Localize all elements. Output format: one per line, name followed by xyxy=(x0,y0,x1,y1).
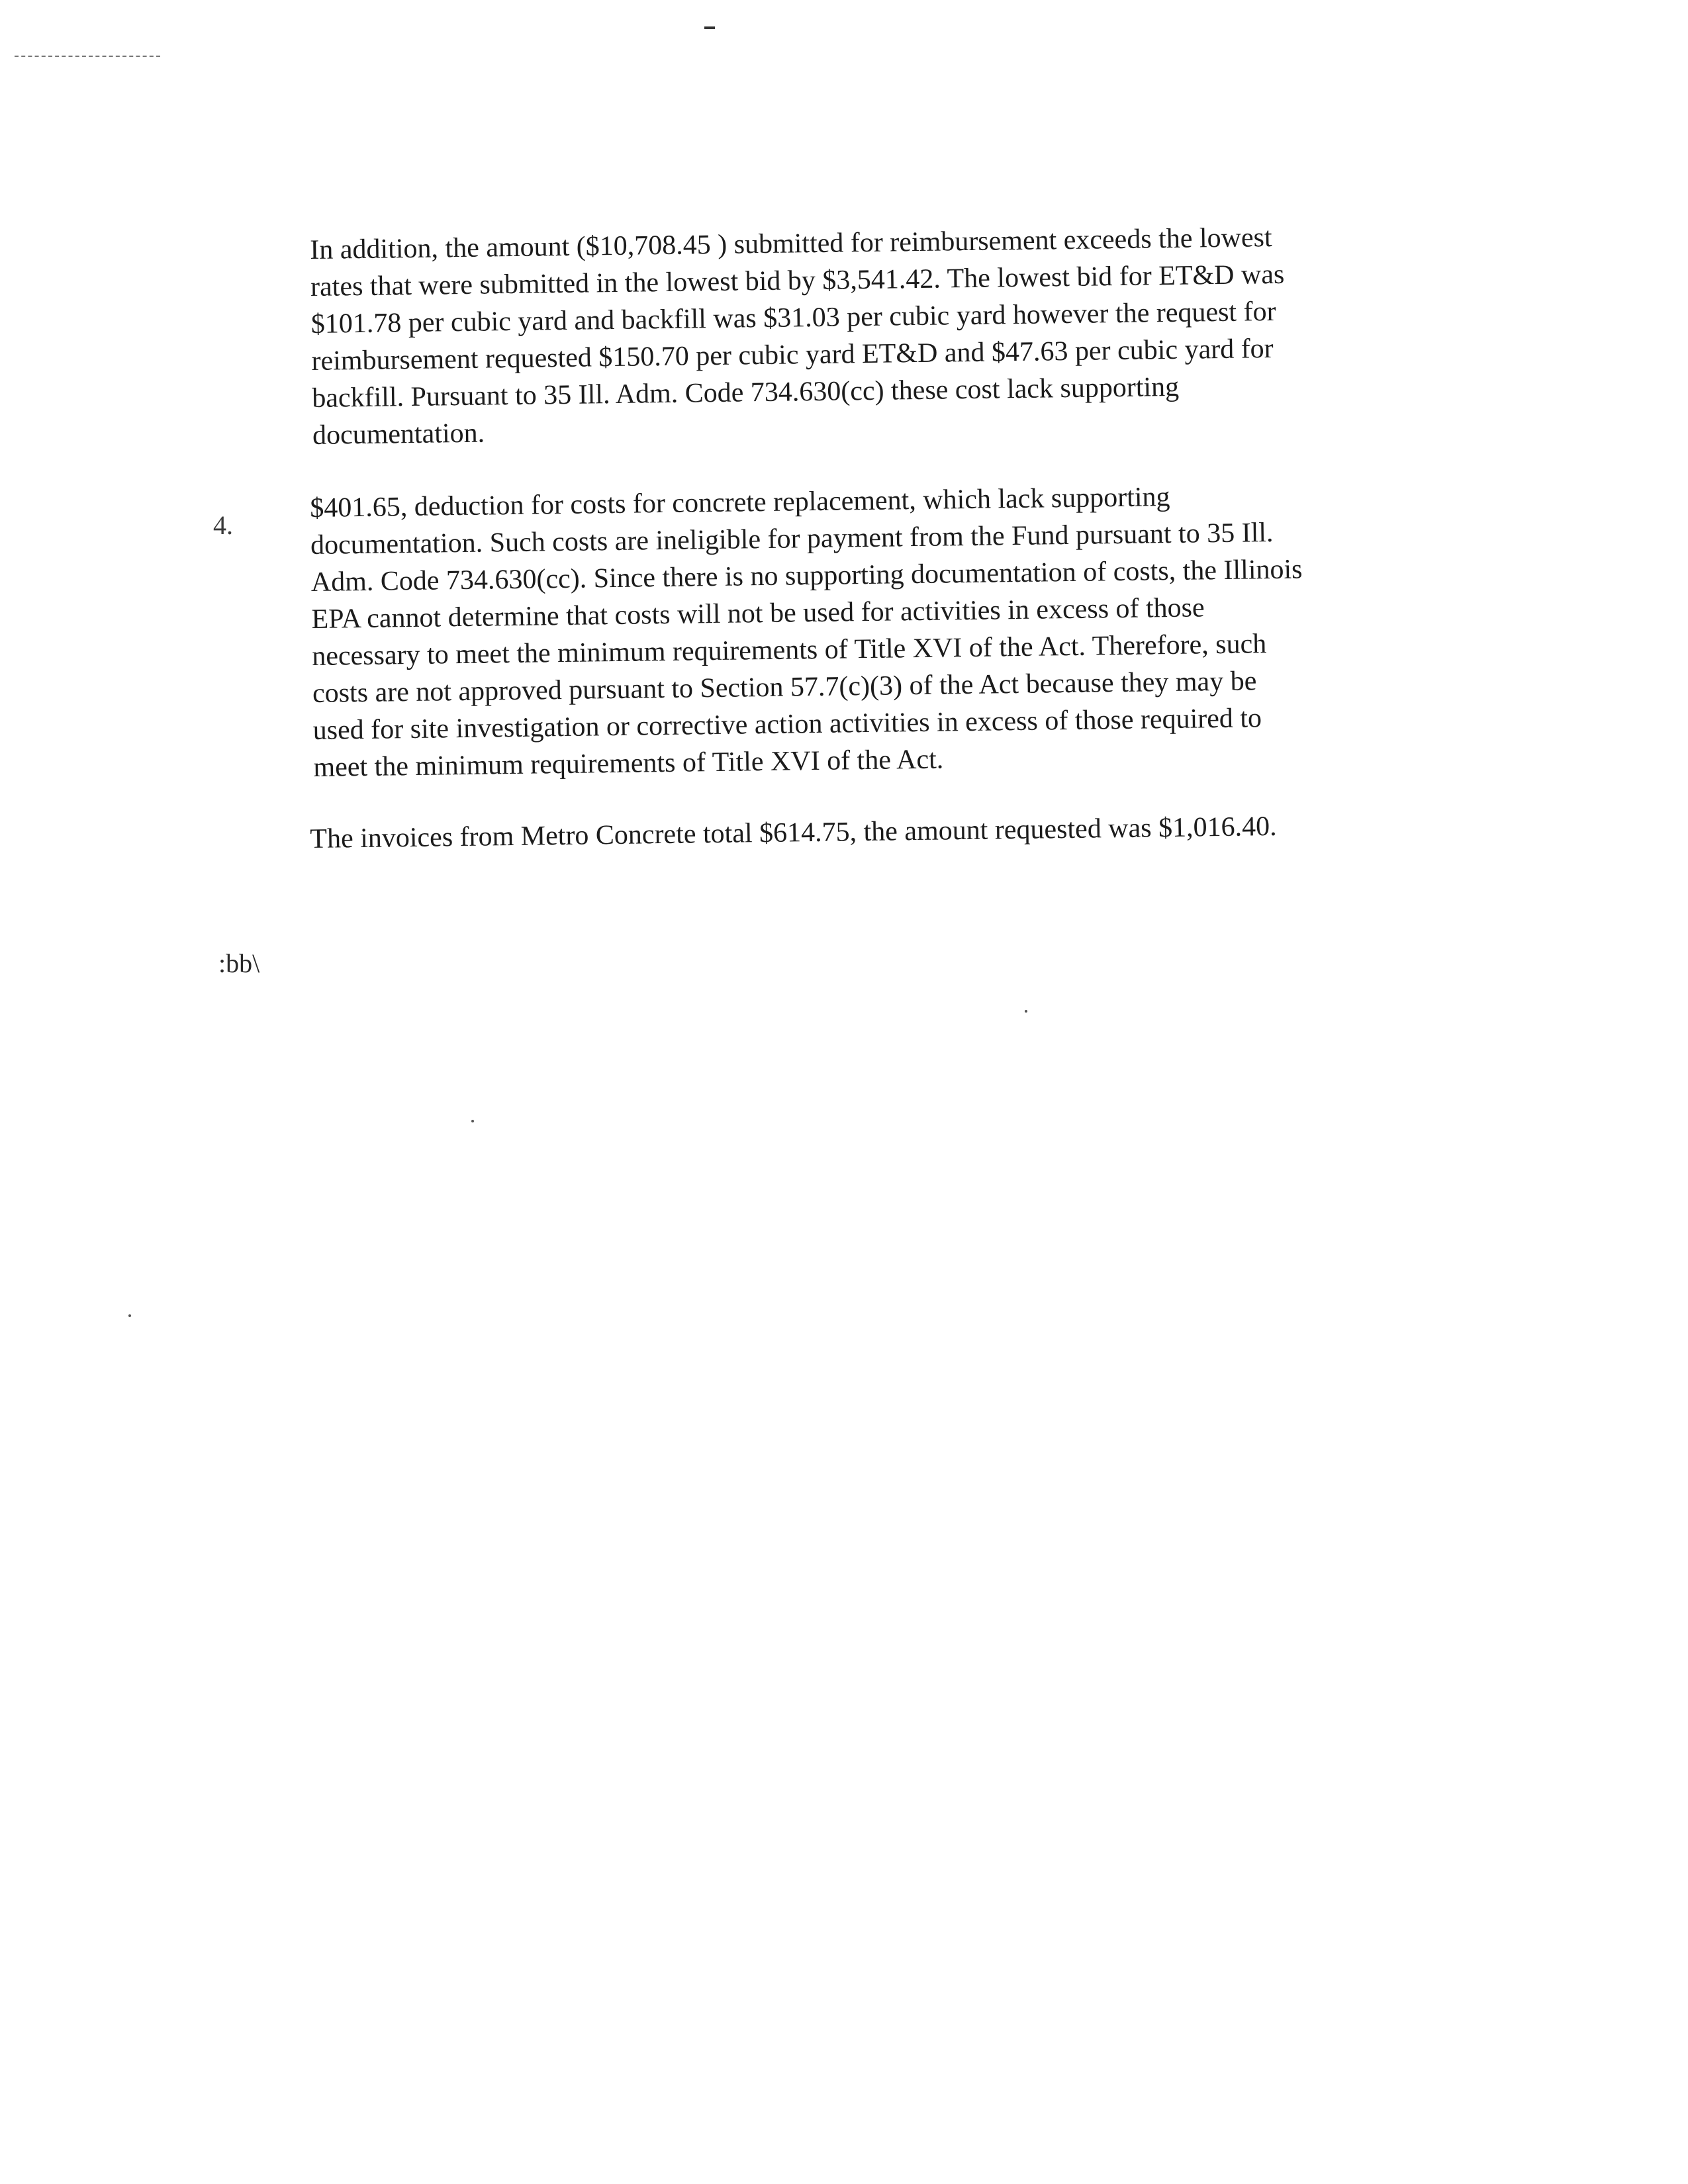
text-line: EPA cannot determine that costs will not be used for activities in excess of those xyxy=(311,592,1205,635)
text-line: documentation. xyxy=(312,418,485,451)
text-line: costs are not approved pursuant to Section 57.7(c)(3) of the Act because they may be xyxy=(312,666,1257,709)
scan-speck xyxy=(471,1120,474,1122)
text-line: backfill. Pursuant to 35 Ill. Adm. Code 734.630(cc) these cost lack supporting xyxy=(311,371,1180,414)
text-line: Adm. Code 734.630(cc). Since there is no supporting documentation of costs, the Illinois xyxy=(310,554,1303,598)
text-line: In addition, the amount ($10,708.45 ) submitted for reimbursement exceeds the lowest xyxy=(310,222,1272,265)
paragraph-lowest-bid xyxy=(310,217,1425,454)
text-line: reimbursement requested $150.70 per cubic yard ET&D and $47.63 per cubic yard for xyxy=(311,333,1274,377)
text-line: used for site investigation or corrective action activities in excess of those required to xyxy=(312,703,1262,746)
text-line: $401.65, deduction for costs for concrete replacement, which lack supporting xyxy=(310,481,1170,523)
scan-speck xyxy=(128,1314,131,1317)
text-line: The invoices from Metro Concrete total $614.75, the amount requested was $1,016.40. xyxy=(310,811,1277,854)
scan-speck xyxy=(1025,1010,1027,1013)
top-scan-mark xyxy=(704,26,715,29)
text-line: necessary to meet the minimum requirements of Title XVI of the Act. Therefore, such xyxy=(311,629,1267,672)
typist-initials: :bb\ xyxy=(218,948,260,978)
text-line: meet the minimum requirements of Title XVI of the Act. xyxy=(313,744,944,783)
text-line: rates that were submitted in the lowest bid by $3,541.42. The lowest bid for ET&D was xyxy=(310,259,1285,302)
text-line: documentation. Such costs are ineligible for payment from the Fund pursuant to 35 Ill. xyxy=(310,517,1274,561)
item-number: 4. xyxy=(213,510,233,540)
item-4-concrete-deduction xyxy=(310,475,1426,786)
corner-scan-mark xyxy=(15,56,160,57)
paragraph-metro-concrete xyxy=(310,806,1423,858)
text-line: $101.78 per cubic yard and backfill was $31.03 per cubic yard however the request for xyxy=(310,296,1276,340)
